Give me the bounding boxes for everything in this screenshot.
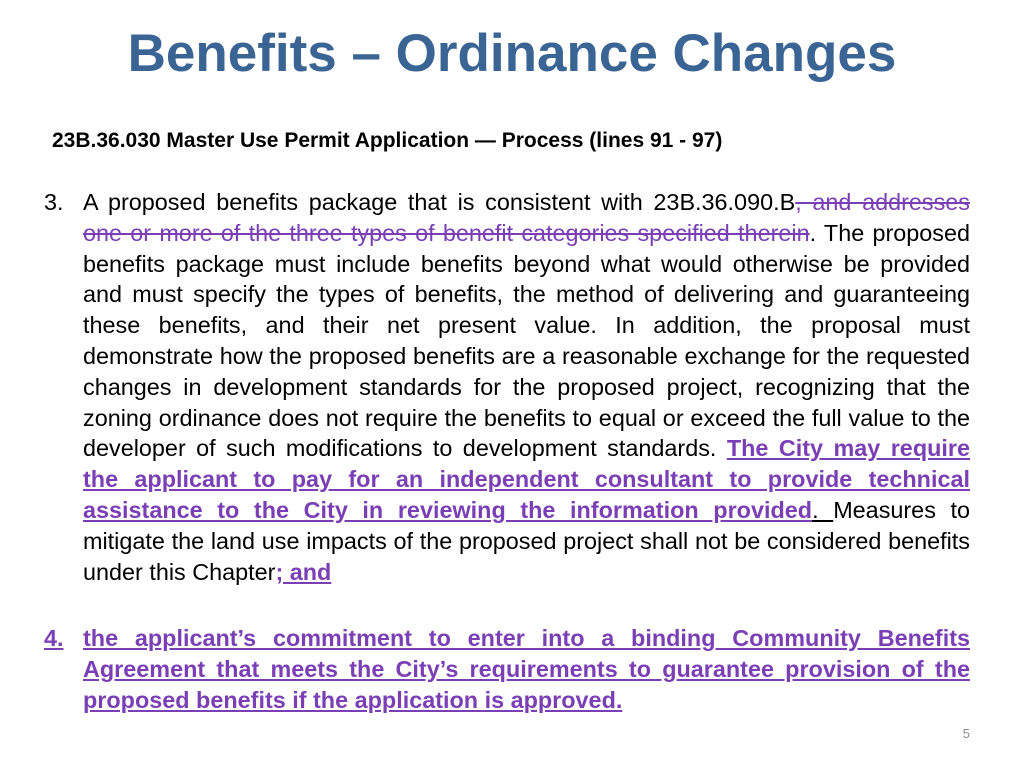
inserted-text: ; and — [275, 558, 332, 585]
list-item-3 — [44, 187, 970, 587]
body-text: A proposed benefits package that is consistent with 23B.36.090.B — [83, 189, 796, 215]
body-text: Measures to mitigate the land use impacts of the proposed project shall not be considered benefits under this Chapter — [83, 496, 971, 585]
item-number: 4. — [44, 625, 64, 651]
section-heading: 23B.36.030 Master Use Permit Application — Process (lines 91 - 97) — [52, 129, 723, 152]
item-number: 3. — [44, 189, 64, 215]
item-body — [83, 187, 970, 587]
list-item-4 — [44, 623, 970, 715]
inserted-text: The City may require the applicant to pay for an independent consultant to provide technical assistance to the City in reviewing the information provided — [83, 435, 970, 523]
slide-title: Benefits – Ordinance Changes — [127, 24, 897, 83]
deleted-text: , and addresses one or more of the three types of benefit categories specified therein — [83, 189, 970, 246]
inserted-text: the applicant’s commitment to enter into a binding Community Benefits Agreement that meets the City’s requirements to guarantee provision of the proposed benefits if the application is approved. — [83, 625, 970, 713]
body-text: . The proposed benefits package must include benefits beyond what would otherwise be provided and must specify the types of benefits, the method of delivering and guaranteeing these benefits, and their net present value. In addition, the proposal must demonstrate how the proposed benefits are a reasonable exchange for the requested changes in development standards for the proposed project, recognizing that the zoning ordinance does not require the benefits to equal or exceed the full value to the developer of such modifications to development standards. — [83, 219, 970, 462]
inserted-punctuation: . — [812, 496, 834, 523]
page-number: 5 — [962, 726, 970, 741]
